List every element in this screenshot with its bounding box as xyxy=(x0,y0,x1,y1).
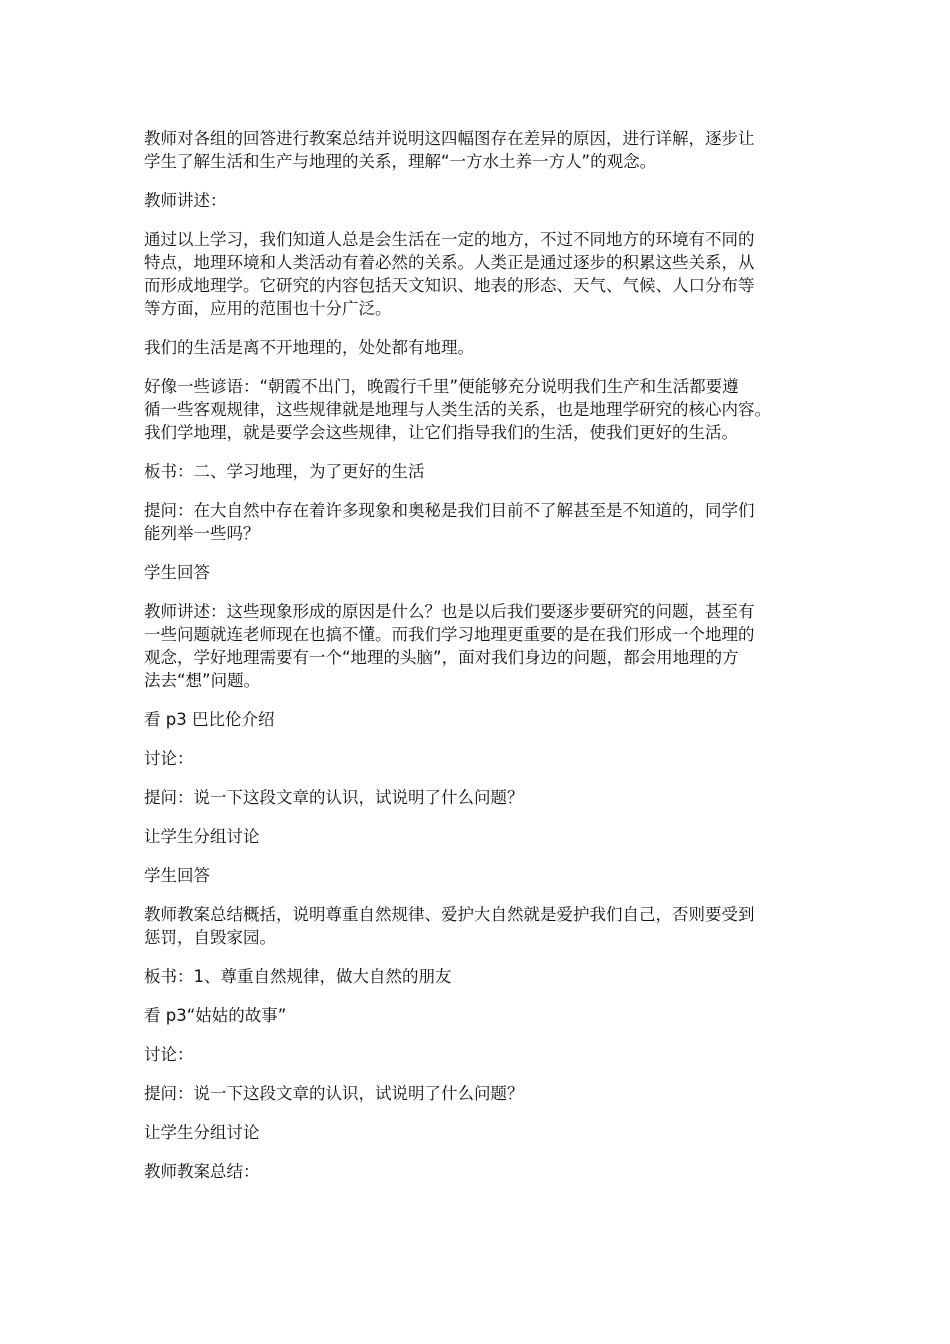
paragraph-question-article xyxy=(144,786,804,809)
text-line: 好像一些谚语：“朝霞不出门，晚霞行千里”便能够充分说明我们生产和生活都要遵 xyxy=(144,377,739,396)
text-line: 提问：说一下这段文章的认识，试说明了什么问题？ xyxy=(144,788,524,807)
text-line: 学生回答 xyxy=(144,866,210,885)
text-line: 学生回答 xyxy=(144,563,210,582)
text-line: 让学生分组讨论 xyxy=(144,1123,260,1142)
text-line: 我们学地理，就是要学会这些规律，让它们指导我们的生活，使我们更好的生活。 xyxy=(144,423,738,442)
paragraph-read-babylon xyxy=(144,708,804,731)
text-line: 看 p3 巴比伦介绍 xyxy=(144,710,275,729)
paragraph-board-note-1 xyxy=(144,965,804,988)
text-line: 能列举一些吗？ xyxy=(144,524,260,543)
text-line: 等方面，应用的范围也十分广泛。 xyxy=(144,299,392,318)
text-line: 讨论： xyxy=(144,1045,194,1064)
paragraph-discussion-label xyxy=(144,747,804,770)
text-line: 提问：说一下这段文章的认识，试说明了什么问题？ xyxy=(144,1084,524,1103)
text-line: 教师讲述： xyxy=(144,191,227,210)
text-line: 教师讲述：这些现象形成的原因是什么？也是以后我们要逐步要研究的问题，甚至有 xyxy=(144,602,755,621)
text-line: 而形成地理学。它研究的内容包括天文知识、地表的形态、天气、气候、人口分布等 xyxy=(144,276,755,295)
paragraph-summary-intro xyxy=(144,127,804,173)
document-page xyxy=(144,127,804,1199)
paragraph-student-answer xyxy=(144,561,804,584)
text-line: 我们的生活是离不开地理的，处处都有地理。 xyxy=(144,338,474,357)
text-line: 让学生分组讨论 xyxy=(144,827,260,846)
text-line: 法去“想”问题。 xyxy=(144,671,261,690)
text-line: 讨论： xyxy=(144,749,194,768)
paragraph-board-note-2 xyxy=(144,460,804,483)
paragraph-group-discussion xyxy=(144,825,804,848)
paragraph-proverb xyxy=(144,375,804,444)
paragraph-discussion-label xyxy=(144,1043,804,1066)
text-line: 特点，地理环境和人类活动有着必然的关系。人类正是通过逐步的积累这些关系，从 xyxy=(144,253,755,272)
paragraph-life-geography xyxy=(144,336,804,359)
paragraph-question-nature xyxy=(144,499,804,545)
text-line: 看 p3“姑姑的故事” xyxy=(144,1006,287,1025)
text-line: 提问：在大自然中存在着许多现象和奥秘是我们目前不了解甚至是不知道的，同学们 xyxy=(144,501,755,520)
paragraph-teacher-summary xyxy=(144,903,804,949)
paragraph-teacher-lecture-phenomena xyxy=(144,600,804,692)
text-line: 教师教案总结概括，说明尊重自然规律、爱护大自然就是爱护我们自己，否则要受到 xyxy=(144,905,755,924)
text-line: 板书：二、学习地理，为了更好的生活 xyxy=(144,462,425,481)
paragraph-group-discussion xyxy=(144,1121,804,1144)
text-line: 教师教案总结： xyxy=(144,1162,260,1181)
text-line: 教师对各组的回答进行教案总结并说明这四幅图存在差异的原因，进行详解，逐步让 xyxy=(144,129,755,148)
text-line: 循一些客观规律，这些规律就是地理与人类生活的关系，也是地理学研究的核心内容。 xyxy=(144,400,771,419)
paragraph-read-aunt-story xyxy=(144,1004,804,1027)
text-line: 通过以上学习，我们知道人总是会生活在一定的地方，不过不同地方的环境有不同的 xyxy=(144,230,755,249)
text-line: 惩罚，自毁家园。 xyxy=(144,928,276,947)
text-line: 板书：1、尊重自然规律，做大自然的朋友 xyxy=(144,967,452,986)
paragraph-teacher-lecture-label xyxy=(144,189,804,212)
paragraph-teacher-summary-label xyxy=(144,1160,804,1183)
text-line: 观念，学好地理需要有一个“地理的头脑”，面对我们身边的问题，都会用地理的方 xyxy=(144,648,739,667)
paragraph-student-answer xyxy=(144,864,804,887)
paragraph-question-article xyxy=(144,1082,804,1105)
text-line: 学生了解生活和生产与地理的关系，理解“一方水土养一方人”的观念。 xyxy=(144,152,657,171)
text-line: 一些问题就连老师现在也搞不懂。而我们学习地理更重要的是在我们形成一个地理的 xyxy=(144,625,755,644)
paragraph-geography-definition xyxy=(144,228,804,320)
